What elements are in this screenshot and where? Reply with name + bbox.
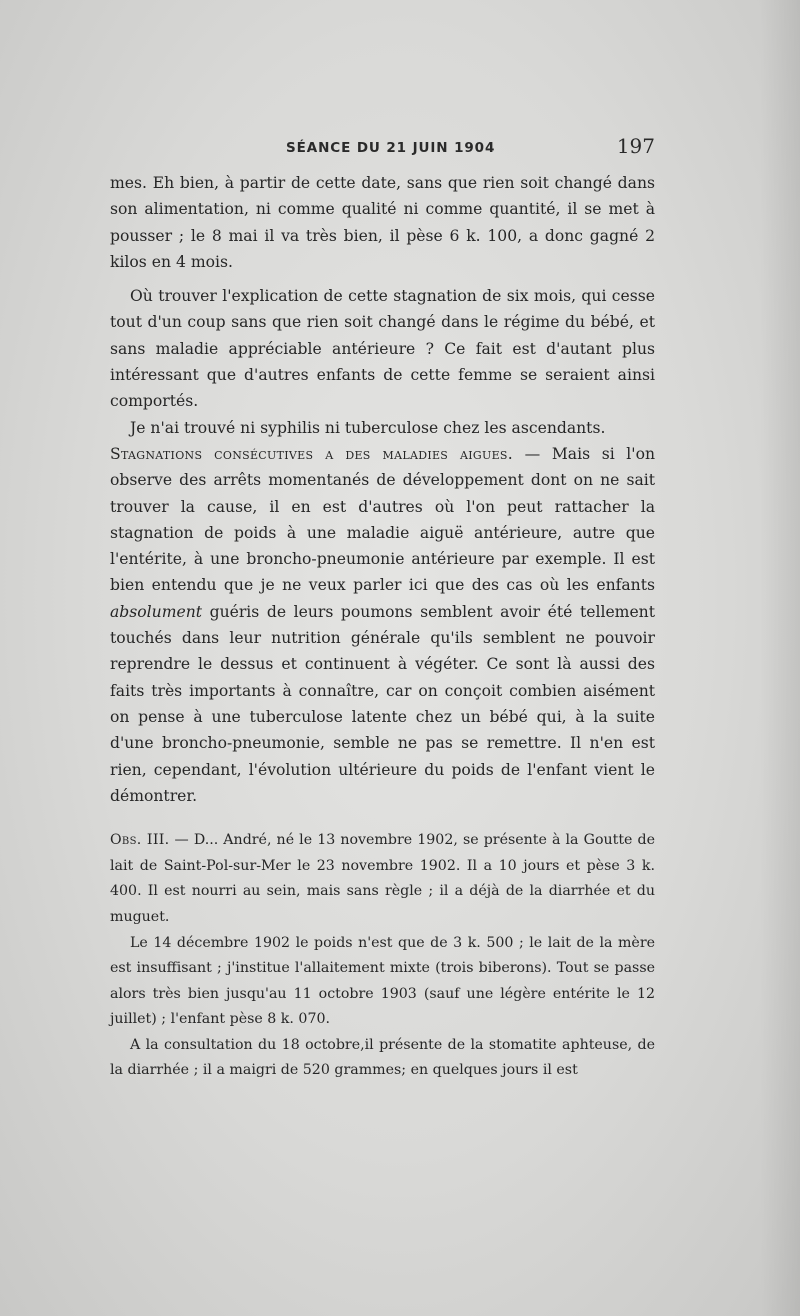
paragraph-acute-diseases <box>110 441 655 809</box>
observation-december: Le 14 décembre 1902 le poids n'est que de 3 k. 500 ; le lait de la mère est insuffisant ; j'institue l'allaitement mixte (trois biberons). Tout se passe alors très bien jusqu'au 11 octobre 1903 (sauf une légère entérite le 12 juillet) ; l'enfant pèse 8 k. 070. <box>110 934 655 1028</box>
page-number: 197 <box>616 134 655 158</box>
body-text <box>110 170 655 1084</box>
paragraph-text-part1: — Mais si l'on observe des arrêts momentanés de développement dont on ne sait trouver la cause, il en est d'autres où l'on peut rattacher la stagnation de poids à une maladie aiguë antérieure, autre que l'entérite, à une broncho-pneumonie antérieure par exemple. Il est bien entendu que je ne veux parler ici que des cas où les enfants <box>110 444 655 595</box>
paragraph-stagnation-question: Où trouver l'explication de cette stagnation de six mois, qui cesse tout d'un coup sans que rien soit changé dans le régime du bébé, et sans maladie appréciable antérieure ? Ce fait est d'autant plus intéressant que d'autres enfants de cette femme se seraient ainsi comportés. <box>110 287 655 411</box>
observation-intro-text: — D... André, né le 13 novembre 1902, se présente à la Goutte de lait de Saint-Pol-sur-Mer le 23 novembre 1902. Il a 10 jours et pèse 3 k. 400. Il est nourri au sein, mais sans règle ; il a déjà de la diarrhée et du muguet. <box>110 832 655 925</box>
paragraph-ascendants: Je n'ai trouvé ni syphilis ni tuberculose chez les ascendants. <box>130 418 606 437</box>
page-header <box>110 134 655 160</box>
observation-label: Obs. III. <box>110 832 170 849</box>
observation-october: A la consultation du 18 octobre,il présente de la stomatite aphteuse, de la diarrhée ; il a maigri de 520 grammes; en quelques jours il est <box>110 1036 655 1079</box>
main-section <box>110 170 655 809</box>
page-edge-shadow <box>760 0 800 1316</box>
emphasis-text: absolument <box>110 602 203 621</box>
section-heading: Stagnations consécutives a des maladies aigues. <box>110 444 514 463</box>
observation-section <box>110 828 655 1084</box>
observation-intro <box>110 828 655 930</box>
paragraph-text-part2: guéris de leurs poumons semblent avoir été tellement touchés dans leur nutrition générale qu'ils semblent ne pouvoir reprendre le dessus et continuent à végéter. Ce sont là aussi des faits très importants à connaître, car on conçoit combien aisément on pense à une tuberculose latente chez un bébé qui, à la suite d'une broncho-pneumonie, semble ne pas se remettre. Il n'en est rien, cependant, l'évolution ultérieure du poids de l'enfant vient le démontrer. <box>110 602 655 805</box>
paragraph-continuation: mes. Eh bien, à partir de cette date, sans que rien soit changé dans son alimentation, ni comme qualité ni comme quantité, il se met à pousser ; le 8 mai il va très bien, il pèse 6 k. 100, a donc gagné 2 kilos en 4 mois. <box>110 174 655 271</box>
running-title: SÉANCE DU 21 JUIN 1904 <box>286 140 496 156</box>
